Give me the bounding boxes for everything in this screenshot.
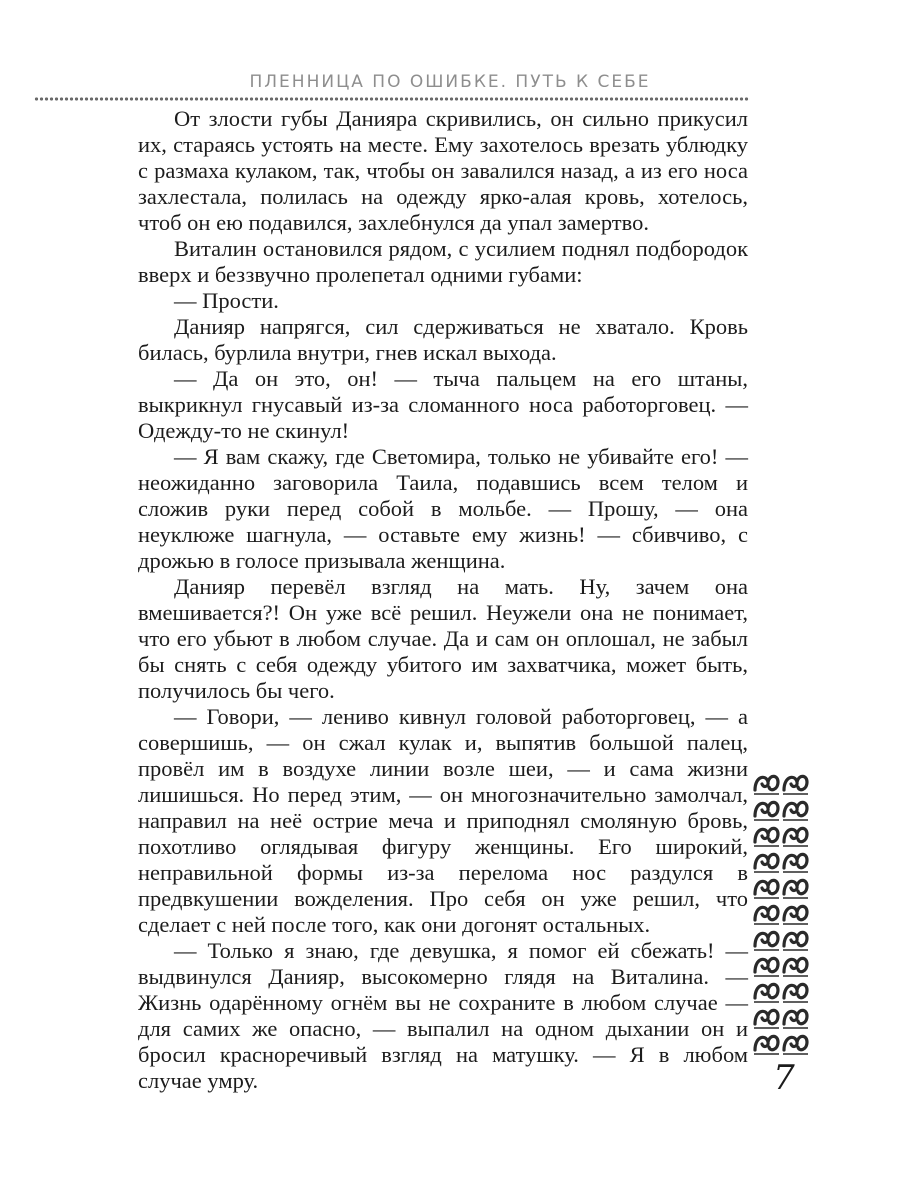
paragraph: — Я вам скажу, где Светомира, только не убивайте его! — неожиданно заговорила Таила, подавшись всем телом и сложив руки перед собой в мольбе. — Прошу, — она неуклюже шагнула, — оставьте ему жизнь! — сбивчиво, с дрожью в голосе призывала женщина. <box>138 444 748 573</box>
running-header: ПЛЕННИЦА ПО ОШИБКЕ. ПУТЬ К СЕБЕ <box>249 72 651 92</box>
main-text <box>138 106 748 1094</box>
paragraph: Виталин остановился рядом, с усилием поднял подбородок вверх и беззвучно пролепетал одними губами: <box>138 236 748 287</box>
page-number: 7 <box>773 1058 795 1098</box>
paragraph: От злости губы Данияра скривились, он сильно прикусил их, стараясь устоять на месте. Ему захотелось врезать ублюдку с размаха кулаком, так, чтобы он завалился назад, а из его носа захлестала, полилась на одежду ярко-алая кровь, хотелось, чтоб он ею подавился, захлебнулся да упал замертво. <box>138 106 748 235</box>
paragraph: Данияр перевёл взгляд на мать. Ну, зачем она вмешивается?! Он уже всё решил. Неужели она не понимает, что его убьют в любом случае. Да и сам он оплошал, не забыл бы снять с себя одежду убитого им захватчика, может быть, получилось бы чего. <box>138 574 748 703</box>
ornament-pattern-icon <box>752 770 810 1055</box>
decorative-ornament-border <box>752 770 810 1055</box>
paragraph: — Да он это, он! — тыча пальцем на его штаны, выкрикнул гнусавый из-за сломанного носа работорговец. — Одежду-то не скинул! <box>138 366 748 443</box>
paragraph: Данияр напрягся, сил сдерживаться не хватало. Кровь билась, бурлила внутри, гнев искал выхода. <box>138 314 748 365</box>
paragraph: — Только я знаю, где девушка, я помог ей сбежать! — выдвинулся Данияр, высокомерно глядя на Виталина. — Жизнь одарённому огнём вы не сохраните в любом случае — для самих же опасно, — выпалил на одном дыхании он и бросил красноречивый взгляд на матушку. — Я в любом случае умру. <box>138 938 748 1093</box>
header-dotted-rule <box>34 96 750 102</box>
paragraph: — Прости. <box>174 288 279 313</box>
paragraph: — Говори, — лениво кивнул головой работорговец, — а совершишь, — он сжал кулак и, выпятив большой палец, провёл им в воздухе линии возле шеи, — и сама жизни лишишься. Но перед этим, — он многозначительно замолчал, направил на неё острие меча и приподнял смоляную бровь, похотливо оглядывая фигуру женщины. Его широкий, неправильной формы из-за перелома нос раздулся в предвкушении вожделения. Про себя он уже решил, что сделает с ней после того, как они догонят остальных. <box>138 704 748 937</box>
